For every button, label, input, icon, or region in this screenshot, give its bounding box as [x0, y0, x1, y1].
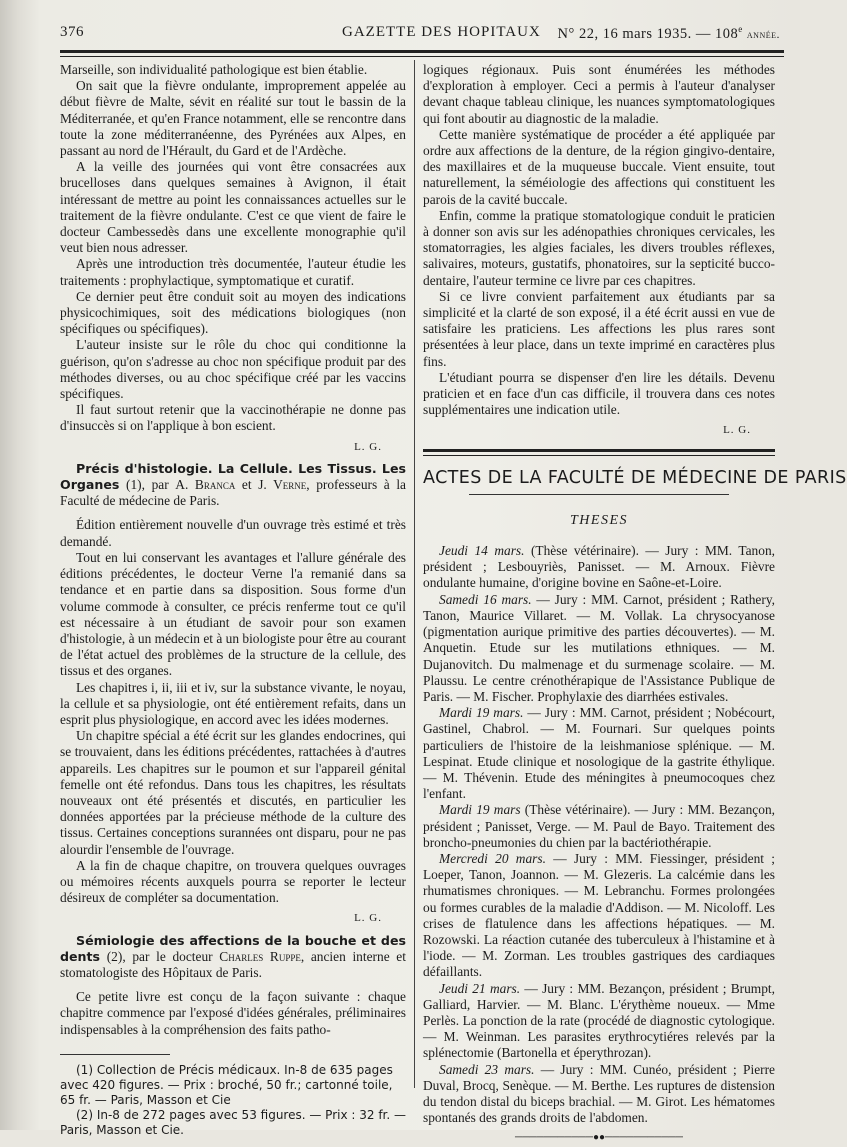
issue-year-word: année. — [746, 26, 780, 41]
author-name: J. Verne — [258, 477, 307, 493]
paragraph: Après une introduction très documentée, l'auteur étudie les traitements : prophylactique, symptomatique et curatif. — [60, 256, 406, 288]
thesis-text: — Jury : MM. Carnot, président ; Rathery, Tanon, Maurice Villaret. — M. Vollak. La chrysocyanose (pigmentation aurique primitive des parties découvertes). — M. Anquetin. Etude sur les mutilations ethniques. — M. Dujanovitch. Du malmenage et du surmenage scolaire. — M. Plaussu. Le centre crénothérapique de l'Assistance Publique de Paris. — M. Fischer. Prophylaxie des diarrhées estivales. — [423, 591, 775, 704]
thesis-text: — Jury : MM. Bezançon, président ; Brumpt, Galliard, Harvier. — M. Blanc. L'érythème noueux. — Mme Perlès. La ponction de la rate (procédé de diagnostic cytologique. — M. Weinman. Les parasites erythrocytiéres relevés par la splénectomie (Bartonella et éperythrozan). — [423, 980, 775, 1061]
thesis-text: — Jury : MM. Cunéo, président ; Pierre Duval, Brocq, Senèque. — M. Berthe. Les ruptures de distension du tendon distal du biceps brachial. — M. Girot. Les hématomes spontanés des grands droits de l'abdomen. — [423, 1061, 775, 1126]
footnote: (1) Collection de Précis médicaux. In-8 de 635 pages avec 420 figures. — Prix : broché, 50 fr.; cartonné toile, 65 fr. — Paris, Masson et Cie — [60, 1062, 393, 1107]
paragraph: Les chapitres i, ii, iii et iv, sur la substance vivante, le noyau, la cellule et sa physiologie, ont été entièrement refaits, dans un esprit plus physiologique, en accord avec les idées modernes. — [60, 679, 406, 727]
issue-info — [558, 24, 780, 43]
footnote-ref: (1), par — [119, 477, 176, 493]
signature: L. G. — [723, 424, 751, 437]
paragraph: Ce dernier peut être conduit soit au moyen des indications physicochimiques, soit des médications biologiques (non spécifiques ou spécifiques). — [60, 288, 406, 337]
thesis-entry — [423, 851, 775, 981]
paragraph: Un chapitre spécial a été écrit sur les glandes endocrines, qui se trouvaient, dans les éditions précédentes, rattachées à d'autres appareils. Les chapitres sur le poumon et sur l'appareil génital femelle ont été refondus. Dans tous les chapitres, les résultats nouveaux ont été présentés et discutés, en particulier les données apportées par la précieuse méthode de la culture des tissus. Certaines conceptions surannées ont disparu, pour ne pas alourdir l'ensemble de l'ouvrage. — [60, 728, 406, 857]
thesis-date: Mardi 19 mars. — [439, 705, 524, 721]
thesis-date: Jeudi 14 mars. — [439, 543, 525, 559]
paragraph: Enfin, comme la pratique stomatologique conduit le praticien à donner son avis sur les adénopathies chroniques cervicales, les stomatorragies, les algies faciales, les divers troubles réflexes, salivaires, moteurs, gustatifs, phonatoires, sur la septicité bucco-dentaire, l'auteur termine ce livre par ces chapitres. — [423, 207, 775, 288]
author-name: A. Branca — [175, 477, 236, 493]
thesis-entry — [423, 543, 775, 592]
paragraph: Tout en lui conservant les avantages et l'allure générale des éditions précédentes, le docteur Verne l'a remanié dans sa tendance et en partie dans sa disposition. Sous forme d'un volume commode à consulter, ce précis renferme tout ce qu'il est nécessaire à un étudiant de savoir pour son examen d'histologie, à un médecin et à un biologiste pour être au courant de l'état actuel des problèmes de la structure de la cellule, des tissus et des organes. — [60, 549, 407, 679]
end-ornament: ───────────●●─────────── — [515, 1132, 683, 1144]
footnote: (2) In-8 de 272 pages avec 53 figures. — Prix : 32 fr. — Paris, Masson et Cie. — [60, 1107, 407, 1137]
issue-suffix: e — [738, 24, 743, 34]
section-rule-thin — [423, 455, 775, 456]
header-rule-thin — [60, 56, 784, 57]
paragraph: L'étudiant pourra se dispenser d'en lire les détails. Devenu praticien et en face d'un cas difficile, il trouvera dans ces notes supplémentaires une indication utile. — [423, 369, 775, 418]
page-header — [60, 22, 780, 44]
thesis-date: Mercredi 20 mars. — [439, 850, 546, 866]
signature: L. G. — [354, 912, 382, 925]
paragraph: logiques régionaux. Puis sont énumérées les méthodes d'exploration à employer. Ceci a permis à l'auteur d'analyser devant chaque tableau clinique, les nuances symptomatologiques qui font aboutir au diagnostic de la maladie. — [423, 62, 775, 126]
book-title: Sémiologie des affections de la bouche et des dents — [60, 932, 406, 964]
author-name: Charles Ruppe — [219, 948, 301, 964]
paragraph: Cette manière systématique de procéder a été appliquée par ordre aux affections de la denture, de la région gingivo-dentaire, des maxillaires et de la muqueuse buccale. Vient ensuite, tout naturellement, la séméiologie des affections qui constituent les parois de la cavité buccale. — [423, 126, 775, 207]
footnote-rule — [60, 1054, 170, 1055]
thesis-date: Mardi 19 mars — [439, 802, 521, 818]
paragraph: On sait que la fièvre ondulante, improprement appelée au début fièvre de Malte, sévit en réalité sur tout le bassin de la Méditerranée, et qu'en France notamment, elle se rencontre dans toute la zone méditerranéenne, des Pyrénées aux Alpes, en passant au nord de l'Hérault, du Gard et de l'Ardèche. — [60, 78, 406, 159]
paragraph: L'auteur insiste sur le rôle du choc qui conditionne la guérison, qu'on s'adresse au choc non spécifique produit par des méthodes diverses, ou au choc spécifique créé par les vaccins spécifiques. — [60, 337, 406, 402]
signature: L. G. — [354, 440, 382, 453]
paragraph: Marseille, son individualité pathologique est bien établie. — [60, 62, 368, 77]
thesis-entry — [423, 705, 775, 802]
left-column — [60, 62, 406, 1138]
thesis-date: Samedi 23 mars. — [439, 1061, 535, 1077]
thesis-text: (Thèse vétérinaire). — Jury : MM. Tanon, président ; Lesbouyriès, Panisset. — M. Arnoux. Fièvre ondulante humaine, d'origine bovine en Saône-et-Loire. — [423, 543, 775, 591]
paragraph: Si ce livre convient parfaitement aux étudiants par sa simplicité et la clarté de son exposé, il a été écrit aussi en vue de satisfaire les praticiens. Les affections les plus rares sont présentées à leur place, dans un texte imprimé en caractères plus fins. — [423, 288, 775, 369]
paragraph: Ce petite livre est conçu de la façon suivante : chaque chapitre commence par l'exposé d'idées générales, préliminaires indispensables à la compréhension des faits patho- — [60, 989, 406, 1037]
subsection-heading: THESES — [570, 512, 628, 528]
issue-number: N° 22, 16 mars 1935. — 108 — [557, 25, 739, 42]
page-number: 376 — [60, 24, 84, 40]
book-review-heading — [60, 461, 406, 510]
thesis-text: — Jury : MM. Carnot, président ; Nobécourt, Gastinel, Chabrol. — M. Fournari. Sur quelques points particuliers de l'histoire de la leishmaniose splénique. — M. Lespinat. Etude clinique et nosologique de la gastrite éthylique. — M. Thévenin. Etude des méningites à pneumocoques chez l'enfant. — [423, 705, 776, 802]
heading-rule — [469, 494, 729, 495]
book-title: Précis d'histologie. La Cellule. Les Tissus. Les Organes — [60, 460, 406, 493]
conjunction: et — [235, 477, 259, 493]
header-rule-thick — [60, 50, 784, 53]
section-heading: ACTES DE LA FACULTÉ DE MÉDECINE DE PARIS — [423, 467, 847, 488]
paragraph: Édition entièrement nouvelle d'un ouvrage très estimé et très demandé. — [60, 517, 406, 549]
thesis-entry — [423, 592, 775, 705]
thesis-entry — [423, 802, 775, 851]
thesis-date: Samedi 16 mars. — [439, 591, 532, 607]
thesis-text: — Jury : MM. Fiessinger, président ; Loeper, Tanon, Joannon. — M. Glezeris. La calcémie dans les rhumatismes chroniques. — M. Lebranchu. Formes prolongées ou formes curables de la maladie d'Addison. — M. Nicoloff. Les crises de flatulence dans les affections hépatiques. — M. Rozowski. La réaction cutanée des tuberculeux à l'histamine et à l'iode. — M. Zorman. Les troubles gastriques des cardiaques défaillants. — [423, 850, 775, 980]
section-rule-thick — [423, 449, 775, 452]
right-column — [423, 62, 847, 1147]
thesis-date: Jeudi 21 mars. — [439, 980, 521, 996]
paragraph: A la veille des journées qui vont être consacrées aux brucelloses dans quelques semaines à Avignon, il était intéressant de mettre au point les connaissances actuelles sur le traitement de la fièvre ondulante. C'est ce que vient de faire le docteur Cambessedès dans une excellente monographie qu'il veut bien nous adresser. — [60, 159, 406, 256]
paragraph: A la fin de chaque chapitre, on trouvera quelques ouvrages ou mémoires récents auxquels pourra se reporter le lecteur désireux de compléter sa documentation. — [60, 857, 406, 906]
book-review-heading — [60, 933, 406, 982]
footnote-ref: (2), par le docteur — [100, 948, 220, 964]
thesis-entry — [423, 981, 775, 1062]
thesis-entry — [423, 1062, 775, 1127]
column-separator — [414, 60, 415, 1088]
author-affiliation: , professeurs à la Faculté de médecine de Paris. — [60, 477, 406, 509]
author-affiliation: , ancien interne et stomatologiste des Hôpitaux de Paris. — [60, 948, 406, 980]
paragraph: Il faut surtout retenir que la vaccinothérapie ne donne pas d'insuccès si on l'applique à bon escient. — [60, 402, 406, 434]
thesis-text: (Thèse vétérinaire). — Jury : MM. Bezançon, président ; Panisset, Verge. — M. Paul de Bayo. Traitement des broncho-pneumonies du chien par la bactériothérapie. — [423, 802, 775, 850]
journal-title: GAZETTE DES HOPITAUX — [342, 24, 541, 40]
